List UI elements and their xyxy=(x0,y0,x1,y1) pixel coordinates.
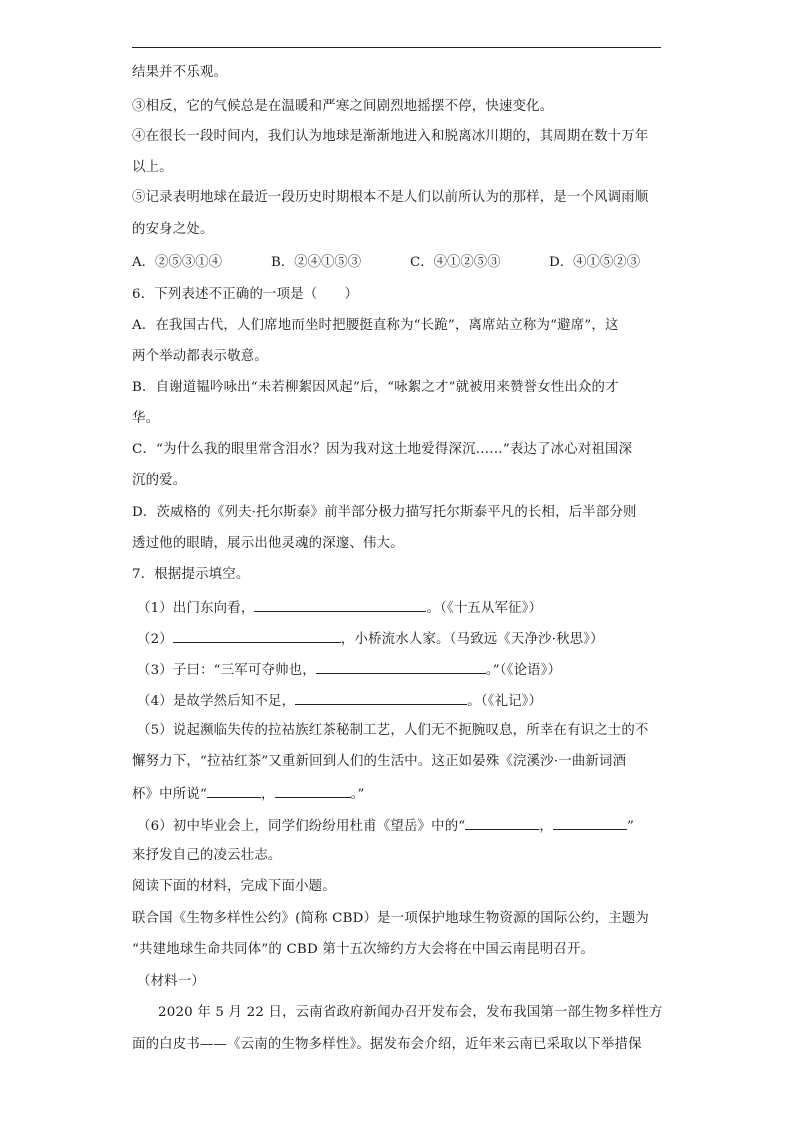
q7-item-4 xyxy=(137,691,542,711)
material-1-label: （材料一） xyxy=(137,974,205,989)
question-6-stem: 6．下列表述不正确的一项是（ ） xyxy=(132,287,359,302)
q7-6-prefix: （6）初中毕业会上，同学们纷纷用杜甫《望岳》中的“ xyxy=(137,819,466,834)
q6-option-a: A．在我国古代，人们席地而坐时把腰挺直称为“长跪”，离席站立称为“避席”，这 xyxy=(132,318,619,333)
q7-1-prefix: （1）出门东向看， xyxy=(137,601,255,616)
answer-blank[interactable] xyxy=(465,816,539,830)
material-1-para-line-1: 2020 年 5 月 22 日，云南省政府新闻办召开发布会，发布我国第一部生物多样性方 xyxy=(158,1005,663,1020)
q6-option-d: D．茨威格的《列夫·托尔斯泰》前半部分极力描写托尔斯泰平凡的长相，后半部分则 xyxy=(132,505,637,520)
question-7-stem: 7．根据提示填空。 xyxy=(132,567,250,582)
text-line: ④在很长一段时间内，我们认为地球是渐渐地进入和脱离冰川期的，其周期在数十万年 xyxy=(132,129,649,144)
q7-item-1 xyxy=(137,598,542,618)
q6-option-d-cont: 透过他的眼睛，展示出他灵魂的深邃、伟大。 xyxy=(132,536,404,551)
answer-blank[interactable] xyxy=(275,784,351,798)
quote-close: ” xyxy=(626,819,634,834)
text-line: 的安身之处。 xyxy=(132,222,214,237)
header-rule xyxy=(132,47,661,48)
option-a: A．②⑤③①④ xyxy=(132,255,223,270)
q6-option-c-cont: 沉的爱。 xyxy=(132,473,187,488)
answer-blank[interactable] xyxy=(254,598,426,612)
answer-blank[interactable] xyxy=(207,784,261,798)
comma: ， xyxy=(261,787,275,802)
q7-item-6-cont: 来抒发自己的凌云壮志。 xyxy=(132,848,282,863)
answer-blank[interactable] xyxy=(295,691,467,705)
q7-item-5: （5）说起濒临失传的拉祜族红茶秘制工艺，人们无不扼腕叹息，所幸在有识之士的不 xyxy=(137,723,649,738)
q6-option-b-cont: 华。 xyxy=(132,411,160,426)
q7-item-5-blanks xyxy=(132,784,365,804)
text-line: 结果并不乐观。 xyxy=(132,65,228,80)
option-c: C．④①②⑤③ xyxy=(410,255,501,270)
q7-4-prefix: （4）是故学然后知不足， xyxy=(137,694,296,709)
q7-item-6 xyxy=(137,816,634,836)
q7-1-suffix: 。（《十五从军征》） xyxy=(426,601,543,616)
q6-option-a-cont: 两个举动都表示敬意。 xyxy=(132,349,268,364)
option-b: B．②④①⑤③ xyxy=(271,255,362,270)
q7-5-suffix: 。” xyxy=(350,787,365,802)
q7-4-suffix: 。（《礼记》） xyxy=(467,694,543,709)
q7-2-suffix: ，小桥流水人家。（马致远《天净沙·秋思》） xyxy=(340,632,604,647)
q7-item-5-cont: 懈努力下，“拉祜红茶”又重新回到人们的生活中。这正如晏殊《浣溪沙·一曲新词酒 xyxy=(132,754,627,769)
comma: ， xyxy=(539,819,553,834)
q7-5-prefix: 杯》中所说“ xyxy=(132,787,207,802)
answer-blank[interactable] xyxy=(553,816,627,830)
q7-3-suffix: 。”（《论语》） xyxy=(485,663,562,678)
material-1-para-line-2: 面的白皮书——《云南的生物多样性》。据发布会介绍，近年来云南已采取以下举措保 xyxy=(132,1037,642,1052)
answer-blank[interactable] xyxy=(173,629,341,643)
cbd-line-1: 联合国《生物多样性公约》(简称 CBD）是一项保护地球生物资源的国际公约，主题为 xyxy=(132,911,649,926)
cbd-line-2: “共建地球生命共同体”的 CBD 第十五次缔约方大会将在中国云南昆明召开。 xyxy=(132,942,595,957)
text-line: ⑤记录表明地球在最近一段历史时期根本不是人们以前所认为的那样，是一个风调雨顺 xyxy=(132,190,649,205)
option-d: D．④①⑤②③ xyxy=(549,255,641,270)
q7-item-2 xyxy=(137,629,604,649)
q7-3-prefix: （3）子曰：“三军可夺帅也， xyxy=(137,663,316,678)
q7-2-prefix: （2） xyxy=(137,632,173,647)
text-line: 以上。 xyxy=(132,160,173,175)
q7-item-3 xyxy=(137,660,561,680)
text-line: ③相反，它的气候总是在温暖和严寒之间剧烈地摇摆不停，快速变化。 xyxy=(132,99,554,114)
q6-option-c: C．“为什么我的眼里常含泪水？因为我对这土地爱得深沉……”表达了冰心对祖国深 xyxy=(132,442,633,457)
q6-option-b: B．自谢道韫吟咏出“未若柳絮因风起”后，“咏絮之才”就被用来赞誉女性出众的才 xyxy=(132,380,619,395)
reading-intro: 阅读下面的材料，完成下面小题。 xyxy=(132,879,336,894)
answer-blank[interactable] xyxy=(316,660,486,674)
